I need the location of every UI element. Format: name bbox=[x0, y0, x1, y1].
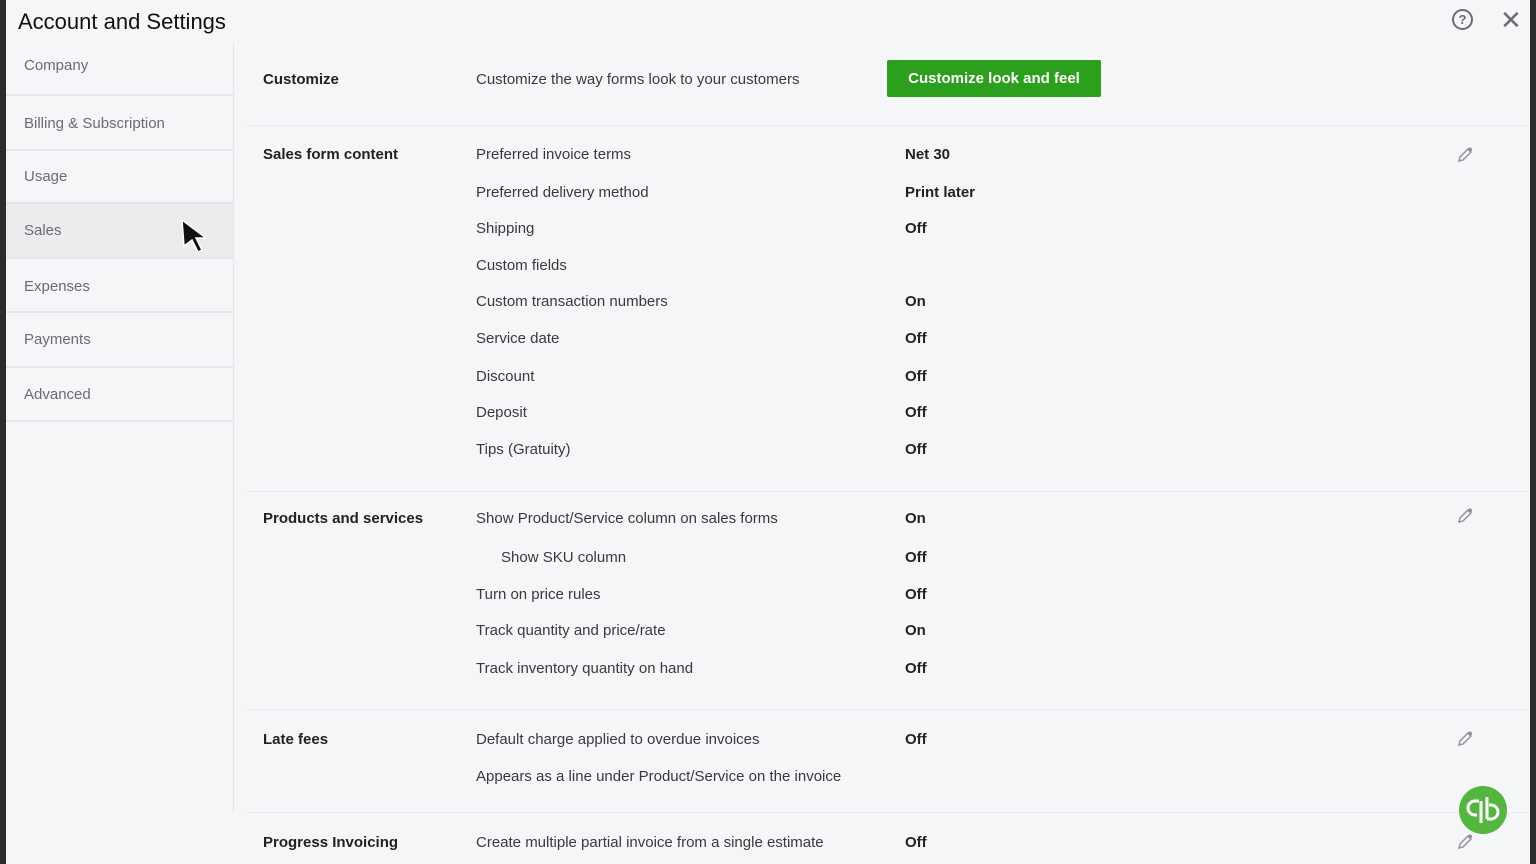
setting-value: Print later bbox=[905, 184, 976, 201]
divider bbox=[247, 491, 1530, 492]
setting-value: Off bbox=[905, 368, 927, 385]
sidebar-item-sales[interactable]: Sales bbox=[6, 204, 233, 259]
divider bbox=[247, 125, 1530, 126]
edit-pencil-icon[interactable] bbox=[1456, 730, 1474, 748]
customize-description: Customize the way forms look to your customers bbox=[476, 71, 800, 88]
setting-label: Turn on price rules bbox=[476, 586, 601, 603]
setting-label: Preferred delivery method bbox=[476, 184, 649, 201]
setting-label: Custom fields bbox=[476, 257, 567, 274]
section-title-sales-form-content: Sales form content bbox=[263, 146, 399, 163]
setting-value: Off bbox=[905, 731, 927, 748]
setting-value: Off bbox=[905, 220, 927, 237]
setting-label: Discount bbox=[476, 368, 535, 385]
section-title-customize: Customize bbox=[263, 71, 339, 88]
quickbooks-logo-icon[interactable] bbox=[1459, 786, 1507, 834]
setting-label: Create multiple partial invoice from a single estimate bbox=[476, 834, 824, 851]
setting-value: Net 30 bbox=[905, 146, 951, 163]
page-title: Account and Settings bbox=[18, 9, 226, 34]
setting-label: Show SKU column bbox=[501, 549, 627, 566]
section-title-products-and-services: Products and services bbox=[263, 510, 424, 527]
sidebar-item-advanced[interactable]: Advanced bbox=[6, 368, 233, 422]
help-icon[interactable]: ? bbox=[1452, 9, 1473, 30]
section-title-progress-invoicing: Progress Invoicing bbox=[263, 834, 399, 851]
setting-label: Service date bbox=[476, 330, 560, 347]
divider bbox=[247, 709, 1530, 710]
edit-pencil-icon[interactable] bbox=[1456, 507, 1474, 525]
setting-value: Off bbox=[905, 441, 927, 458]
edit-pencil-icon[interactable] bbox=[1456, 833, 1474, 851]
sidebar-item-billing[interactable]: Billing & Subscription bbox=[6, 96, 233, 151]
sidebar-divider bbox=[233, 42, 234, 812]
close-icon[interactable]: ✕ bbox=[1500, 5, 1522, 35]
setting-value: Off bbox=[905, 660, 927, 677]
setting-value: Off bbox=[905, 404, 927, 421]
customize-look-and-feel-button[interactable]: Customize look and feel bbox=[887, 60, 1101, 97]
mouse-cursor-icon bbox=[180, 218, 210, 254]
sidebar-item-company[interactable]: Company bbox=[6, 42, 233, 96]
setting-value: Off bbox=[905, 834, 927, 851]
edit-pencil-icon[interactable] bbox=[1456, 146, 1474, 164]
sidebar-item-expenses[interactable]: Expenses bbox=[6, 259, 233, 313]
setting-label: Default charge applied to overdue invoices bbox=[476, 731, 760, 748]
section-title-late-fees: Late fees bbox=[263, 731, 329, 748]
setting-label: Custom transaction numbers bbox=[476, 293, 668, 310]
sidebar-item-payments[interactable]: Payments bbox=[6, 313, 233, 368]
setting-value: On bbox=[905, 622, 926, 639]
setting-label: Appears as a line under Product/Service on the invoice bbox=[476, 768, 842, 785]
setting-value: On bbox=[905, 510, 926, 527]
setting-value: Off bbox=[905, 549, 927, 566]
setting-label: Deposit bbox=[476, 404, 527, 421]
setting-value: Off bbox=[905, 586, 927, 603]
setting-label: Show Product/Service column on sales forms bbox=[476, 510, 778, 527]
setting-value: Off bbox=[905, 330, 927, 347]
sidebar-item-usage[interactable]: Usage bbox=[6, 151, 233, 204]
setting-label: Shipping bbox=[476, 220, 535, 237]
setting-value: On bbox=[905, 293, 926, 310]
setting-label: Preferred invoice terms bbox=[476, 146, 632, 163]
settings-window bbox=[6, 0, 1530, 864]
setting-label: Tips (Gratuity) bbox=[476, 441, 571, 458]
setting-label: Track quantity and price/rate bbox=[476, 622, 666, 639]
divider bbox=[247, 812, 1530, 813]
setting-label: Track inventory quantity on hand bbox=[476, 660, 694, 677]
